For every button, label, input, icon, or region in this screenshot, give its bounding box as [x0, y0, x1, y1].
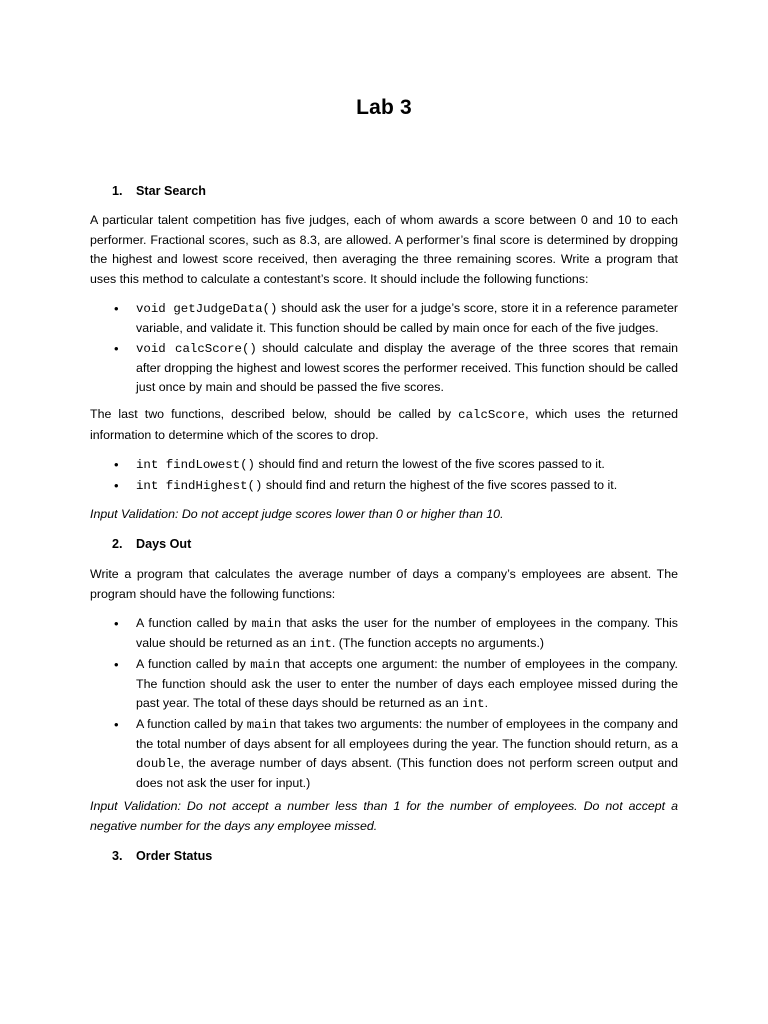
section-heading-star-search [112, 184, 206, 198]
section-title: Days Out [136, 537, 192, 551]
star-search-function-list [90, 299, 678, 398]
list-item: • A function called by main that accepts one argument: the number of employees in the company. The function should ask the user to enter the number of days each employee missed during the past year. The total of these days should be returned as an int. [90, 655, 678, 714]
section-number: 1. [112, 184, 123, 198]
section-title: Order Status [136, 849, 213, 863]
section-number: 3. [112, 849, 123, 863]
section-title: Star Search [136, 184, 207, 198]
list-item: • void getJudgeData() should ask the user for a judge’s score, store it in a reference parameter variable, and validate it. This function should be called by main once for each of the five judges. [90, 299, 678, 338]
list-item: • int findHighest() should find and return the highest of the five scores passed to it. [90, 476, 678, 496]
days-out-input-validation: Input Validation: Do not accept a number less than 1 for the number of employees. Do not accept a negative number for the days any employee missed. [90, 799, 678, 833]
star-search-input-validation: Input Validation: Do not accept judge scores lower than 0 or higher than 10. [90, 507, 504, 521]
days-out-intro: Write a program that calculates the average number of days a company’s employees are absent. The program should have the following functions: [90, 567, 678, 601]
star-search-middle-paragraph: The last two functions, described below, should be called by calcScore, which uses the returned information to determine which of the scores to drop. [90, 407, 678, 442]
list-item: • A function called by main that asks the user for the number of employees in the company. This value should be returned as an int. (The function accepts no arguments.) [90, 614, 678, 654]
list-item: • A function called by main that takes two arguments: the number of employees in the company and the total number of days absent for all employees during the year. The function should return, as a double, the average number of days absent. (This function does not perform screen output and does not ask the user for input.) [90, 715, 678, 793]
section-number: 2. [112, 537, 123, 551]
days-out-function-list [90, 614, 678, 794]
page-title: Lab 3 [356, 96, 412, 119]
star-search-intro: A particular talent competition has five judges, each of whom awards a score between 0 and 10 to each performer. Fractional scores, such as 8.3, are allowed. A performer’s final score is determined by dropping the highest and lowest score received, then averaging the three remaining scores. Write a program that uses this method to calculate a contestant’s score. It should include the following functions: [90, 213, 678, 286]
star-search-find-list [90, 455, 678, 497]
section-heading-order-status [112, 849, 212, 863]
list-item: • void calcScore() should calculate and display the average of the three scores that remain after dropping the highest and lowest scores the performer received. This function should be called just once by main and should be passed the five scores. [90, 339, 678, 397]
section-heading-days-out [112, 537, 191, 551]
list-item: • int findLowest() should find and return the lowest of the five scores passed to it. [90, 455, 678, 475]
